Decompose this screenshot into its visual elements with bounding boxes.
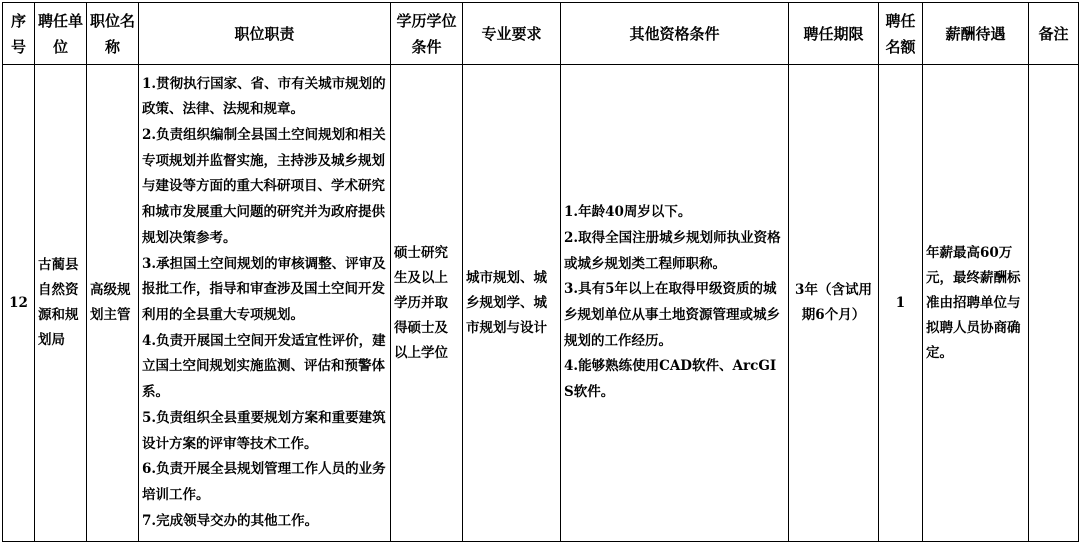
duty-item: 7.完成领导交办的其他工作。 bbox=[142, 512, 319, 529]
cell-major: 城市规划、城乡规划学、城市规划与设计 bbox=[463, 65, 561, 542]
header-salary: 薪酬待遇 bbox=[923, 3, 1029, 65]
cell-salary: 年薪最高60万元，最终薪酬标准由招聘单位与拟聘人员协商确定。 bbox=[923, 65, 1029, 542]
duty-item: 3.承担国土空间规划的审核调整、评审及报批工作，指导和审查涉及国土空间开发利用的全县重大专项规划。 bbox=[142, 255, 386, 323]
header-row bbox=[3, 3, 1079, 65]
qualification-item: 2.取得全国注册城乡规划师执业资格或城乡规划类工程师职称。 bbox=[564, 229, 781, 272]
qualification-item: 3.具有5年以上在取得甲级资质的城乡规划单位从事土地资源管理或城乡规划的工作经历。 bbox=[564, 281, 780, 349]
header-quota: 聘任名额 bbox=[879, 3, 923, 65]
qualification-item: 1.年龄40周岁以下。 bbox=[564, 204, 692, 221]
header-term: 聘任期限 bbox=[789, 3, 879, 65]
cell-quota: 1 bbox=[879, 65, 923, 542]
header-other-qualifications: 其他资格条件 bbox=[561, 3, 789, 65]
header-duties: 职位职责 bbox=[139, 3, 391, 65]
cell-duties bbox=[139, 65, 391, 542]
cell-education: 硕士研究生及以上学历并取得硕士及以上学位 bbox=[391, 65, 463, 542]
header-major: 专业要求 bbox=[463, 3, 561, 65]
duty-item: 2.负责组织编制全县国土空间规划和相关专项规划并监督实施，主持涉及城乡规划与建设等方面的重大科研项目、学术研究和城市发展重大问题的研究并为政府提供规划决策参考。 bbox=[142, 127, 386, 246]
cell-other-qualifications bbox=[561, 65, 789, 542]
header-position: 职位名称 bbox=[87, 3, 139, 65]
cell-term: 3年（含试用期6个月） bbox=[789, 65, 879, 542]
header-employer: 聘任单位 bbox=[35, 3, 87, 65]
header-remarks: 备注 bbox=[1029, 3, 1079, 65]
duty-item: 5.负责组织全县重要规划方案和重要建筑设计方案的评审等技术工作。 bbox=[142, 409, 386, 452]
recruitment-table bbox=[2, 2, 1079, 542]
cell-employer: 古蔺县自然资源和规划局 bbox=[35, 65, 87, 542]
header-index: 序号 bbox=[3, 3, 35, 65]
duty-item: 1.贯彻执行国家、省、市有关城市规划的政策、法律、法规和规章。 bbox=[142, 75, 386, 118]
cell-index: 12 bbox=[3, 65, 35, 542]
table-row bbox=[3, 65, 1079, 542]
duty-item: 6.负责开展全县规划管理工作人员的业务培训工作。 bbox=[142, 461, 386, 503]
qualification-item: 4.能够熟练使用CAD软件、ArcGIS软件。 bbox=[564, 358, 777, 401]
duty-item: 4.负责开展国土空间开发适宜性评价，建立国土空间规划实施监测、评估和预警体系。 bbox=[142, 332, 386, 401]
cell-position: 高级规划主管 bbox=[87, 65, 139, 542]
header-education: 学历学位条件 bbox=[391, 3, 463, 65]
cell-remarks bbox=[1029, 65, 1079, 542]
